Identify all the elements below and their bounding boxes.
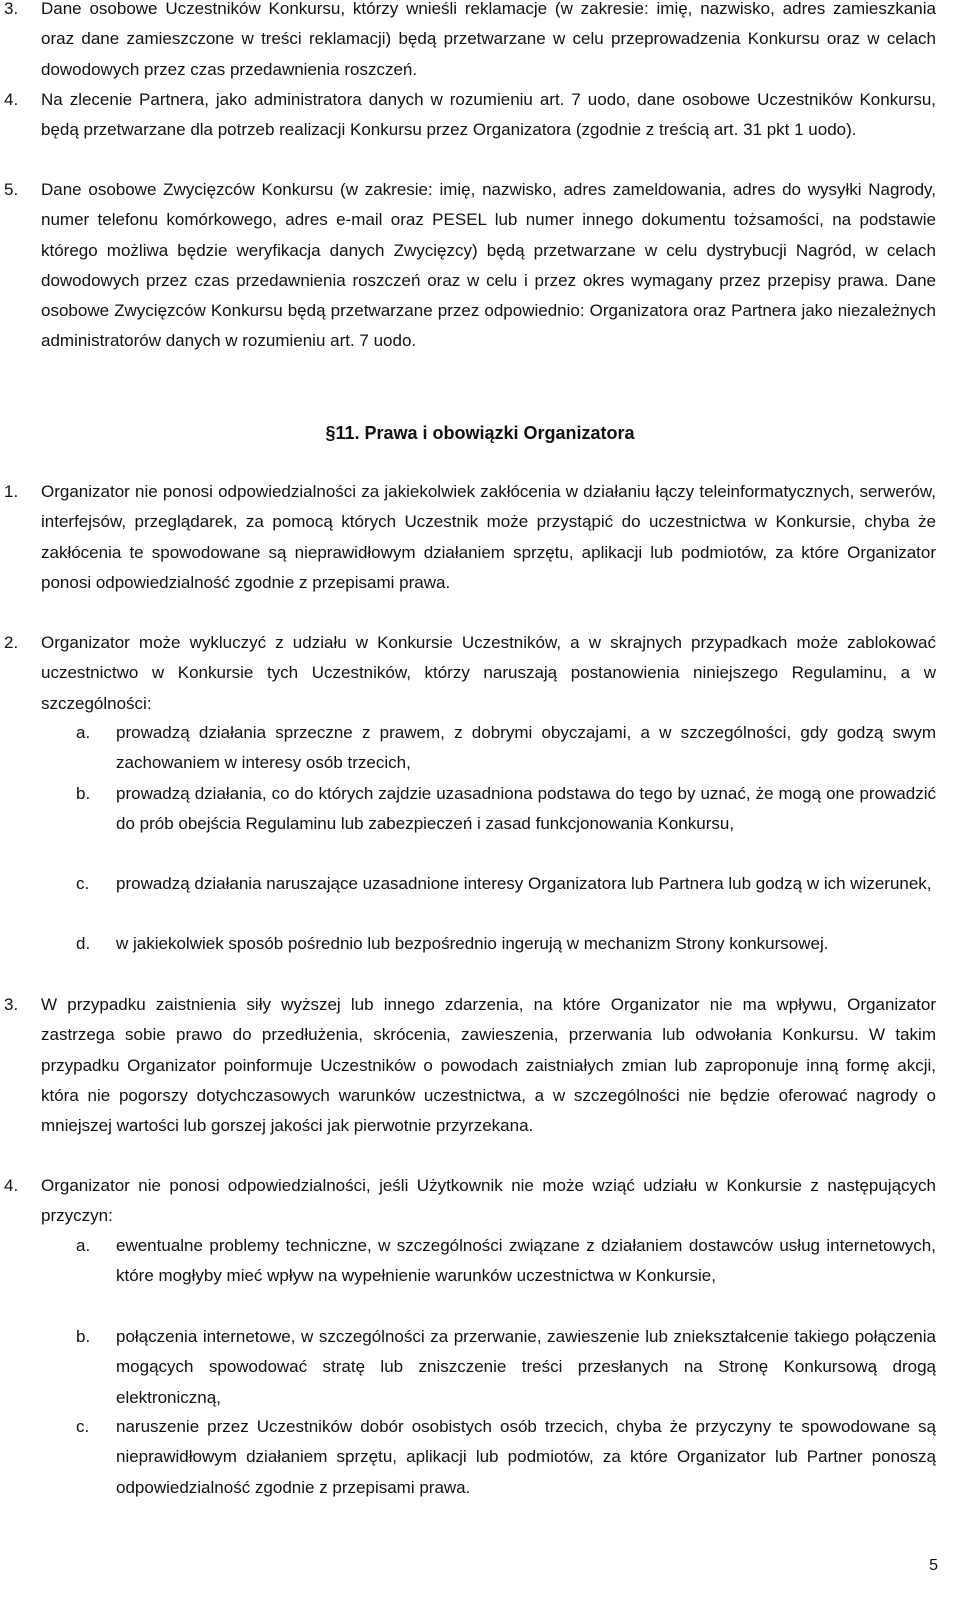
item-number: 4. (4, 90, 19, 109)
item-text: W przypadku zaistnienia siły wyższej lub innego zdarzenia, na które Organizator nie ma wpływu, Organizator zastrzega sobie prawo do przedłużenia, skrócenia, zawieszenia, przerwania lub odwołania Konkursu. W takim przypadku Organizator poinformuje Uczestników o powodach zaistniałych zmian lub zaproponuje inną formę akcji, która nie pogorszy dotychczasowych warunków uczestnictwa, a w szczególności nie będzie oferować nagrody o mniejszej wartości lub gorszej jakości jak pierwotnie przyrzekana. (41, 995, 936, 1136)
sub-item (76, 718, 936, 779)
sub-item-text: połączenia internetowe, w szczególności za przerwanie, zawieszenie lub zniekształcenie takiego połączenia mogących spowodować stratę lub zniszczenie treści przesłanych na Stronę Konkursową drogą elektroniczną, (116, 1327, 936, 1407)
item-number: 1. (4, 482, 19, 501)
sub-item-text: ewentualne problemy techniczne, w szczególności związane z działaniem dostawców usług internetowych, które mogłyby mieć wpływ na wypełnienie warunków uczestnictwa w Konkursie, (116, 1236, 936, 1286)
list-item (4, 1171, 936, 1232)
page-number: 5 (929, 1557, 938, 1574)
item-text: Dane osobowe Uczestników Konkursu, którzy wnieśli reklamacje (w zakresie: imię, nazwisko, adres zamieszkania oraz dane zamieszczone w treści reklamacji) będą przetwarzane w celu przeprowadzenia Konkursu oraz w celach dowodowych przez czas przedawnienia roszczeń. (41, 0, 936, 79)
sub-item-letter: c. (76, 874, 90, 893)
sub-item-letter: a. (76, 1236, 91, 1255)
sub-item-text: prowadzą działania naruszające uzasadnione interesy Organizatora lub Partnera lub godzą w ich wizerunek, (116, 874, 932, 893)
sub-item-text: prowadzą działania sprzeczne z prawem, z dobrymi obyczajami, a w szczególności, gdy godzą swym zachowaniem w interesy osób trzecich, (116, 723, 936, 773)
sub-item-letter: c. (76, 1417, 90, 1436)
sub-item-letter: b. (76, 784, 91, 803)
sub-item (76, 869, 936, 899)
item-text: Organizator nie ponosi odpowiedzialności za jakiekolwiek zakłócenia w działaniu łączy teleinformatycznych, serwerów, interfejsów, przeglądarek, za pomocą których Uczestnik może przystąpić do uczestnictwa w Konkursie, chyba że zakłócenia te spowodowane są nieprawidłowym działaniem sprzętu, aplikacji lub podmiotów, za które Organizator ponosi odpowiedzialność zgodnie z przepisami prawa. (41, 482, 936, 592)
sub-item-text: prowadzą działania, co do których zajdzie uzasadniona podstawa do tego by uznać, że mogą one prowadzić do prób obejścia Regulaminu lub zabezpieczeń i zasad funkcjonowania Konkursu, (116, 784, 936, 834)
sub-item (76, 1412, 936, 1503)
list-item (4, 477, 936, 598)
item-text: Organizator nie ponosi odpowiedzialności, jeśli Użytkownik nie może wziąć udziału w Konkursie z następujących przyczyn: (41, 1176, 936, 1226)
item-number: 3. (4, 0, 19, 18)
item-text: Na zlecenie Partnera, jako administratora danych w rozumieniu art. 7 uodo, dane osobowe Uczestników Konkursu, będą przetwarzane dla potrzeb realizacji Konkursu przez Organizatora (zgodnie z treścią art. 31 pkt 1 uodo). (41, 90, 936, 140)
sub-item-text: naruszenie przez Uczestników dobór osobistych osób trzecich, chyba że przyczyny te spowodowane są nieprawidłowym działaniem sprzętu, aplikacji lub podmiotów, za które Organizator lub Partner ponoszą odpowiedzialność zgodnie z przepisami prawa. (116, 1417, 936, 1497)
sub-item-letter: b. (76, 1327, 91, 1346)
item-number: 4. (4, 1176, 19, 1195)
list-item (4, 990, 936, 1141)
sub-item (76, 1322, 936, 1413)
item-number: 2. (4, 633, 19, 652)
item-number: 5. (4, 180, 19, 199)
sub-item-letter: a. (76, 723, 91, 742)
sub-item (76, 929, 936, 959)
sub-item-text: w jakiekolwiek sposób pośrednio lub bezpośrednio ingerują w mechanizm Strony konkursowej. (116, 934, 829, 953)
list-item (4, 0, 936, 85)
item-number: 3. (4, 995, 19, 1014)
sub-item-letter: d. (76, 934, 91, 953)
list-item (4, 175, 936, 357)
item-text: Dane osobowe Zwycięzców Konkursu (w zakresie: imię, nazwisko, adres zameldowania, adres do wysyłki Nagrody, numer telefonu komórkowego, adres e-mail oraz PESEL lub numer innego dokumentu tożsamości, na podstawie którego możliwa będzie weryfikacja danych Zwycięzcy) będą przetwarzane w celu dystrybucji Nagród, w celach dowodowych przez czas przedawnienia roszczeń oraz w celu i przez okres wymagany przez przepisy prawa. Dane osobowe Zwycięzców Konkursu będą przetwarzane przez odpowiednio: Organizatora oraz Partnera jako niezależnych administratorów danych w rozumieniu art. 7 uodo. (41, 180, 936, 351)
list-item (4, 85, 936, 146)
list-item (4, 628, 936, 719)
section-heading: §11. Prawa i obowiązki Organizatora (325, 423, 635, 443)
sub-item (76, 1231, 936, 1292)
sub-item (76, 779, 936, 840)
item-text: Organizator może wykluczyć z udziału w Konkursie Uczestników, a w skrajnych przypadkach może zablokować uczestnictwo w Konkursie tych Uczestników, którzy naruszają postanowienia niniejszego Regulaminu, a w szczególności: (41, 633, 936, 713)
